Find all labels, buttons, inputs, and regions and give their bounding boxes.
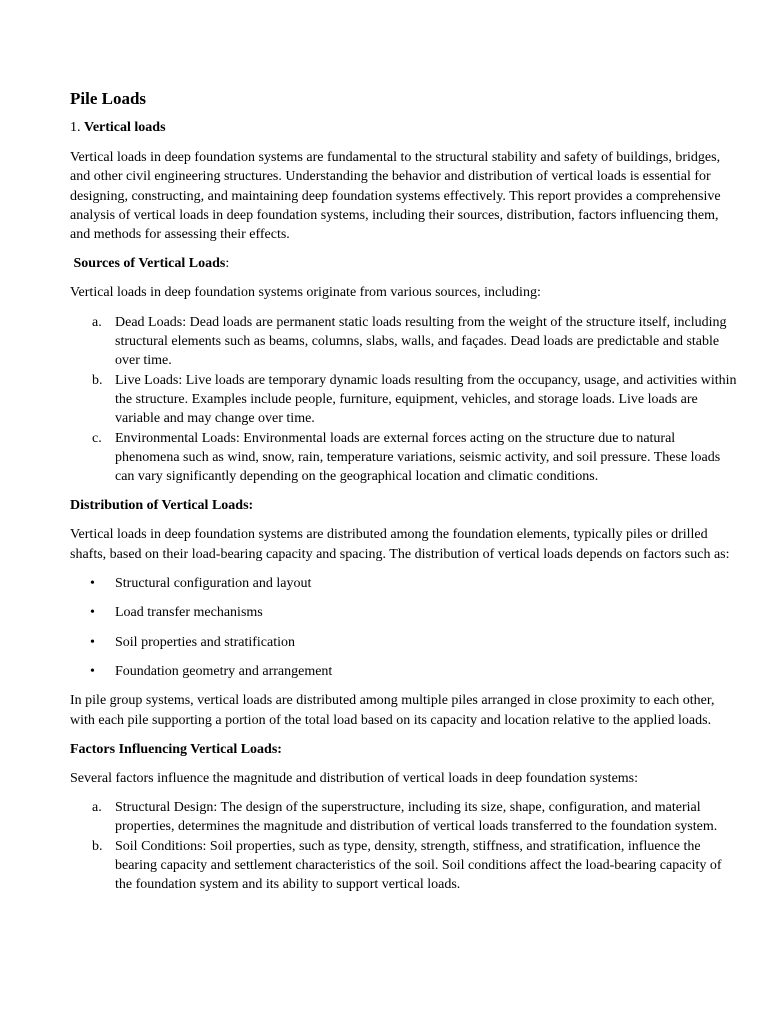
distribution-list [70,574,740,681]
list-item-text: Dead Loads: Dead loads are permanent static loads resulting from the weight of the structure itself, including structural elements such as beams, columns, slabs, walls, and façades. Dead loads are predictable and stable over time. [115,314,727,369]
list-item [70,837,740,895]
intro-paragraph: Vertical loads in deep foundation systems are fundamental to the structural stability and safety of buildings, bridges, and other civil engineering structures. Understanding the behavior and distribution of vertical loads is essential for designing, constructing, and maintaining deep foundation systems effectively. This report provides a comprehensive analysis of vertical loads in deep foundation systems, including their sources, distribution, factors influencing them, and methods for assessing their effects. [70,150,721,243]
bullet-icon: • [90,634,95,650]
distribution-lead: Vertical loads in deep foundation systems are distributed among the foundation elements, typically piles or drilled shafts, based on their load-bearing capacity and spacing. The distribution of vertical loads depends on factors such as: [70,527,730,562]
distribution-heading: Distribution of Vertical Loads: [70,498,254,514]
bullet-text: Load transfer mechanisms [115,605,263,621]
bullet-item [70,662,740,681]
bullet-icon: • [90,576,95,592]
list-item-text: Live Loads: Live loads are temporary dynamic loads resulting from the occupancy, usage, and activities within the structure. Examples include people, furniture, equipment, vehicles, and storage loads. Live loads are variable and may change over time. [115,372,737,427]
list-item [70,798,740,837]
sources-list [70,313,740,487]
section-label: Vertical loads [84,120,166,135]
factors-heading: Factors Influencing Vertical Loads: [70,741,282,757]
list-item [70,429,740,487]
list-item [70,313,740,371]
sources-heading [70,254,740,273]
bullet-text: Foundation geometry and arrangement [115,663,333,679]
distribution-after: In pile group systems, vertical loads are distributed among multiple piles arranged in close proximity to each other, with each pile supporting a portion of the total load based on its capacity and location relative to the applied loads. [70,693,715,728]
page-title: Pile Loads [70,89,147,108]
list-item-text: Structural Design: The design of the superstructure, including its size, shape, configuration, and material properties, determines the magnitude and distribution of vertical loads transferred to the foundation system. [115,800,718,835]
list-item-text: Soil Conditions: Soil properties, such as type, density, strength, stiffness, and stratification, influence the bearing capacity and settlement characteristics of the soil. Soil conditions affect the load-bearing capacity of the foundation system and its ability to support vertical loads. [115,838,722,893]
section-heading [70,119,740,137]
sources-lead: Vertical loads in deep foundation systems originate from various sources, including: [70,285,541,301]
bullet-text: Structural configuration and layout [115,576,312,592]
section-number: 1. [70,120,81,135]
sources-heading-colon: : [225,256,230,272]
bullet-item [70,574,740,593]
list-item [70,371,740,429]
bullet-text: Soil properties and stratification [115,634,296,650]
list-marker: a. [92,314,102,330]
bullet-icon: • [90,663,95,679]
list-marker: b. [92,372,103,388]
sources-heading-text: Sources of Vertical Loads [73,256,226,272]
list-marker: a. [92,800,102,816]
list-marker: c. [92,430,102,446]
document-page [70,88,740,905]
bullet-item [70,633,740,652]
bullet-icon: • [90,605,95,621]
list-marker: b. [92,838,103,854]
factors-lead: Several factors influence the magnitude and distribution of vertical loads in deep foundation systems: [70,770,639,786]
bullet-item [70,603,740,622]
list-item-text: Environmental Loads: Environmental loads are external forces acting on the structure due to natural phenomena such as wind, snow, rain, temperature variations, seismic activity, and soil pressure. These loads can vary significantly depending on the geographical location and climatic conditions. [115,430,721,485]
factors-list [70,798,740,894]
